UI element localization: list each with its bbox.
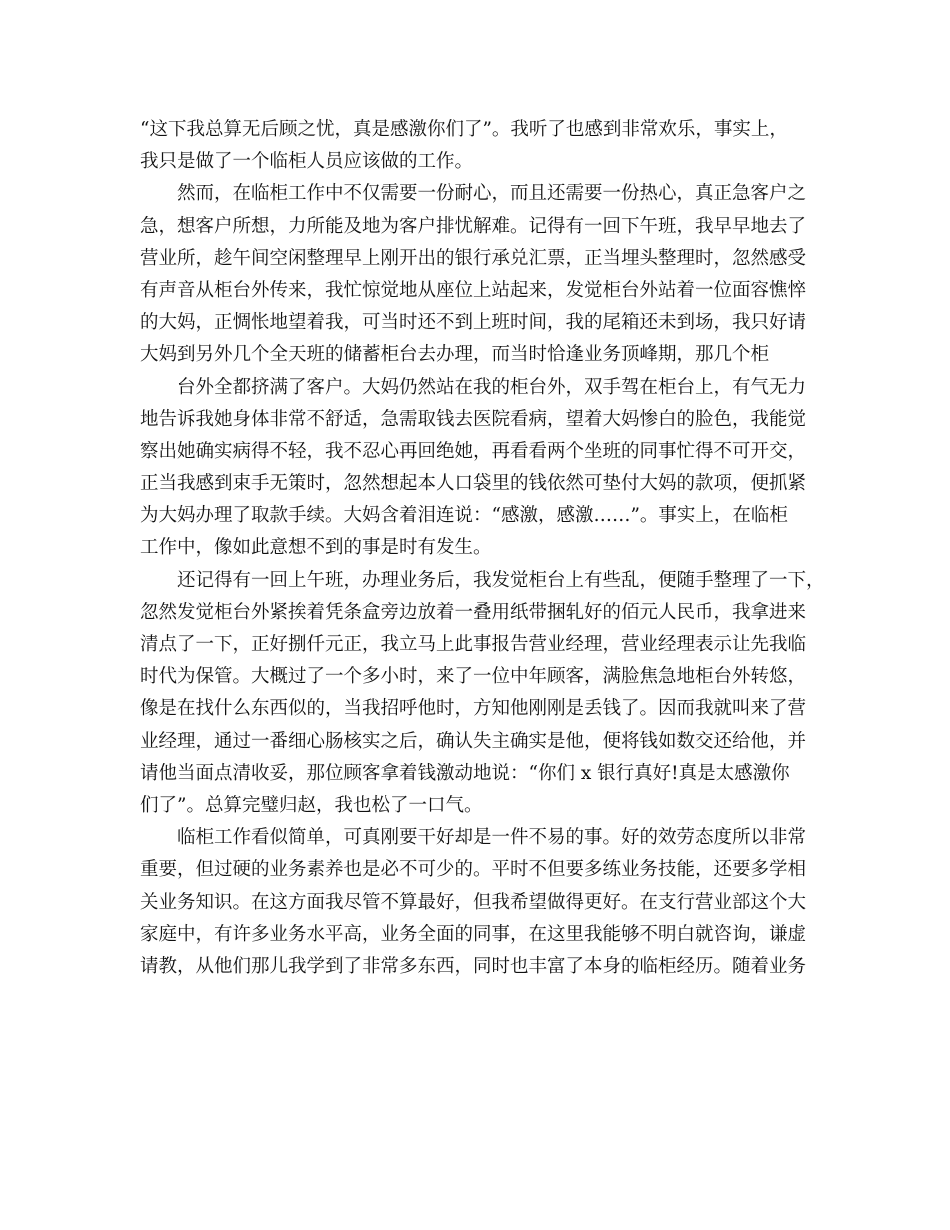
text-line: 察出她确实病得不轻，我不忍心再回绝她，再看看两个坐班的同事忙得不可开交， <box>140 440 807 462</box>
text-line: 们了”。总算完璧归赵，我也松了一口气。 <box>140 794 483 816</box>
text-line: 台外全都挤满了客户。大妈仍然站在我的柜台外，双手驾在柜台上，有气无力 <box>177 376 807 398</box>
text-line: 时代为保管。大概过了一个多小时，来了一位中年顾客，满脸焦急地柜台外转悠， <box>140 666 807 688</box>
text-line: 为大妈办理了取款手续。大妈含着泪连说：“感激，感激……”。事实上，在临柜 <box>140 505 788 527</box>
text-line: 请教，从他们那儿我学到了非常多东西，同时也丰富了本身的临柜经历。随着业务 <box>140 955 807 977</box>
text-line: 有声音从柜台外传来，我忙惊觉地从座位上站起来，发觉柜台外站着一位面容憔悴 <box>140 279 807 301</box>
text-line: 重要，但过硬的业务素养也是必不可少的。平时不但要多练业务技能，还要多学相 <box>140 859 807 881</box>
text-line: 我只是做了一个临柜人员应该做的工作。 <box>140 151 474 173</box>
text-line: 业经理，通过一番细心肠核实之后，确认失主确实是他，便将钱如数交还给他，并 <box>140 730 807 752</box>
text-line: 的大妈，正惆怅地望着我，可当时还不到上班时间，我的尾箱还未到场，我只好请 <box>140 312 807 334</box>
text-line: “这下我总算无后顾之忧，真是感激你们了”。我听了也感到非常欢乐，事实上， <box>140 119 788 140</box>
paragraph <box>140 822 830 983</box>
document-body <box>140 114 830 983</box>
paragraph <box>140 565 830 823</box>
paragraph <box>140 114 830 178</box>
text-line: 地告诉我她身体非常不舒适，急需取钱去医院看病，望着大妈惨白的脸色，我能觉 <box>140 408 807 430</box>
text-line: 工作中，像如此意想不到的事是时有发生。 <box>140 537 492 559</box>
text-line: 忽然发觉柜台外紧挨着凭条盒旁边放着一叠用纸带捆轧好的佰元人民币，我拿进来 <box>140 601 807 623</box>
text-line: 请他当面点清收妥，那位顾客拿着钱激动地说：“你们 x 银行真好!真是太感激你 <box>140 762 790 784</box>
paragraph <box>140 372 830 565</box>
text-line: 大妈到另外几个全天班的储蓄柜台去办理，而当时恰逢业务顶峰期，那几个柜 <box>140 344 770 366</box>
text-line: 关业务知识。在这方面我尽管不算最好，但我希望做得更好。在支行营业部这个大 <box>140 891 807 913</box>
text-line: 正当我感到束手无策时，忽然想起本人口袋里的钱依然可垫付大妈的款项，便抓紧 <box>140 473 807 495</box>
text-line: 临柜工作看似简单，可真刚要干好却是一件不易的事。好的效劳态度所以非常 <box>177 827 807 849</box>
text-line: 像是在找什么东西似的，当我招呼他时，方知他刚刚是丢钱了。因而我就叫来了营 <box>140 698 807 720</box>
paragraph <box>140 178 830 371</box>
text-line: 家庭中，有许多业务水平高，业务全面的同事，在这里我能够不明白就咨询，谦虚 <box>140 923 807 945</box>
text-line: 然而，在临柜工作中不仅需要一份耐心，而且还需要一份热心，真正急客户之 <box>177 183 807 205</box>
text-line: 清点了一下，正好捌仟元正，我立马上此事报告营业经理，营业经理表示让先我临 <box>140 634 807 655</box>
text-line: 营业所，趁午间空闲整理早上刚开出的银行承兑汇票，正当埋头整理时，忽然感受 <box>140 247 807 269</box>
text-line: 急，想客户所想，力所能及地为客户排忧解难。记得有一回下午班，我早早地去了 <box>140 215 807 237</box>
text-line: 还记得有一回上午班，办理业务后，我发觉柜台上有些乱，便随手整理了一下， <box>177 569 825 591</box>
